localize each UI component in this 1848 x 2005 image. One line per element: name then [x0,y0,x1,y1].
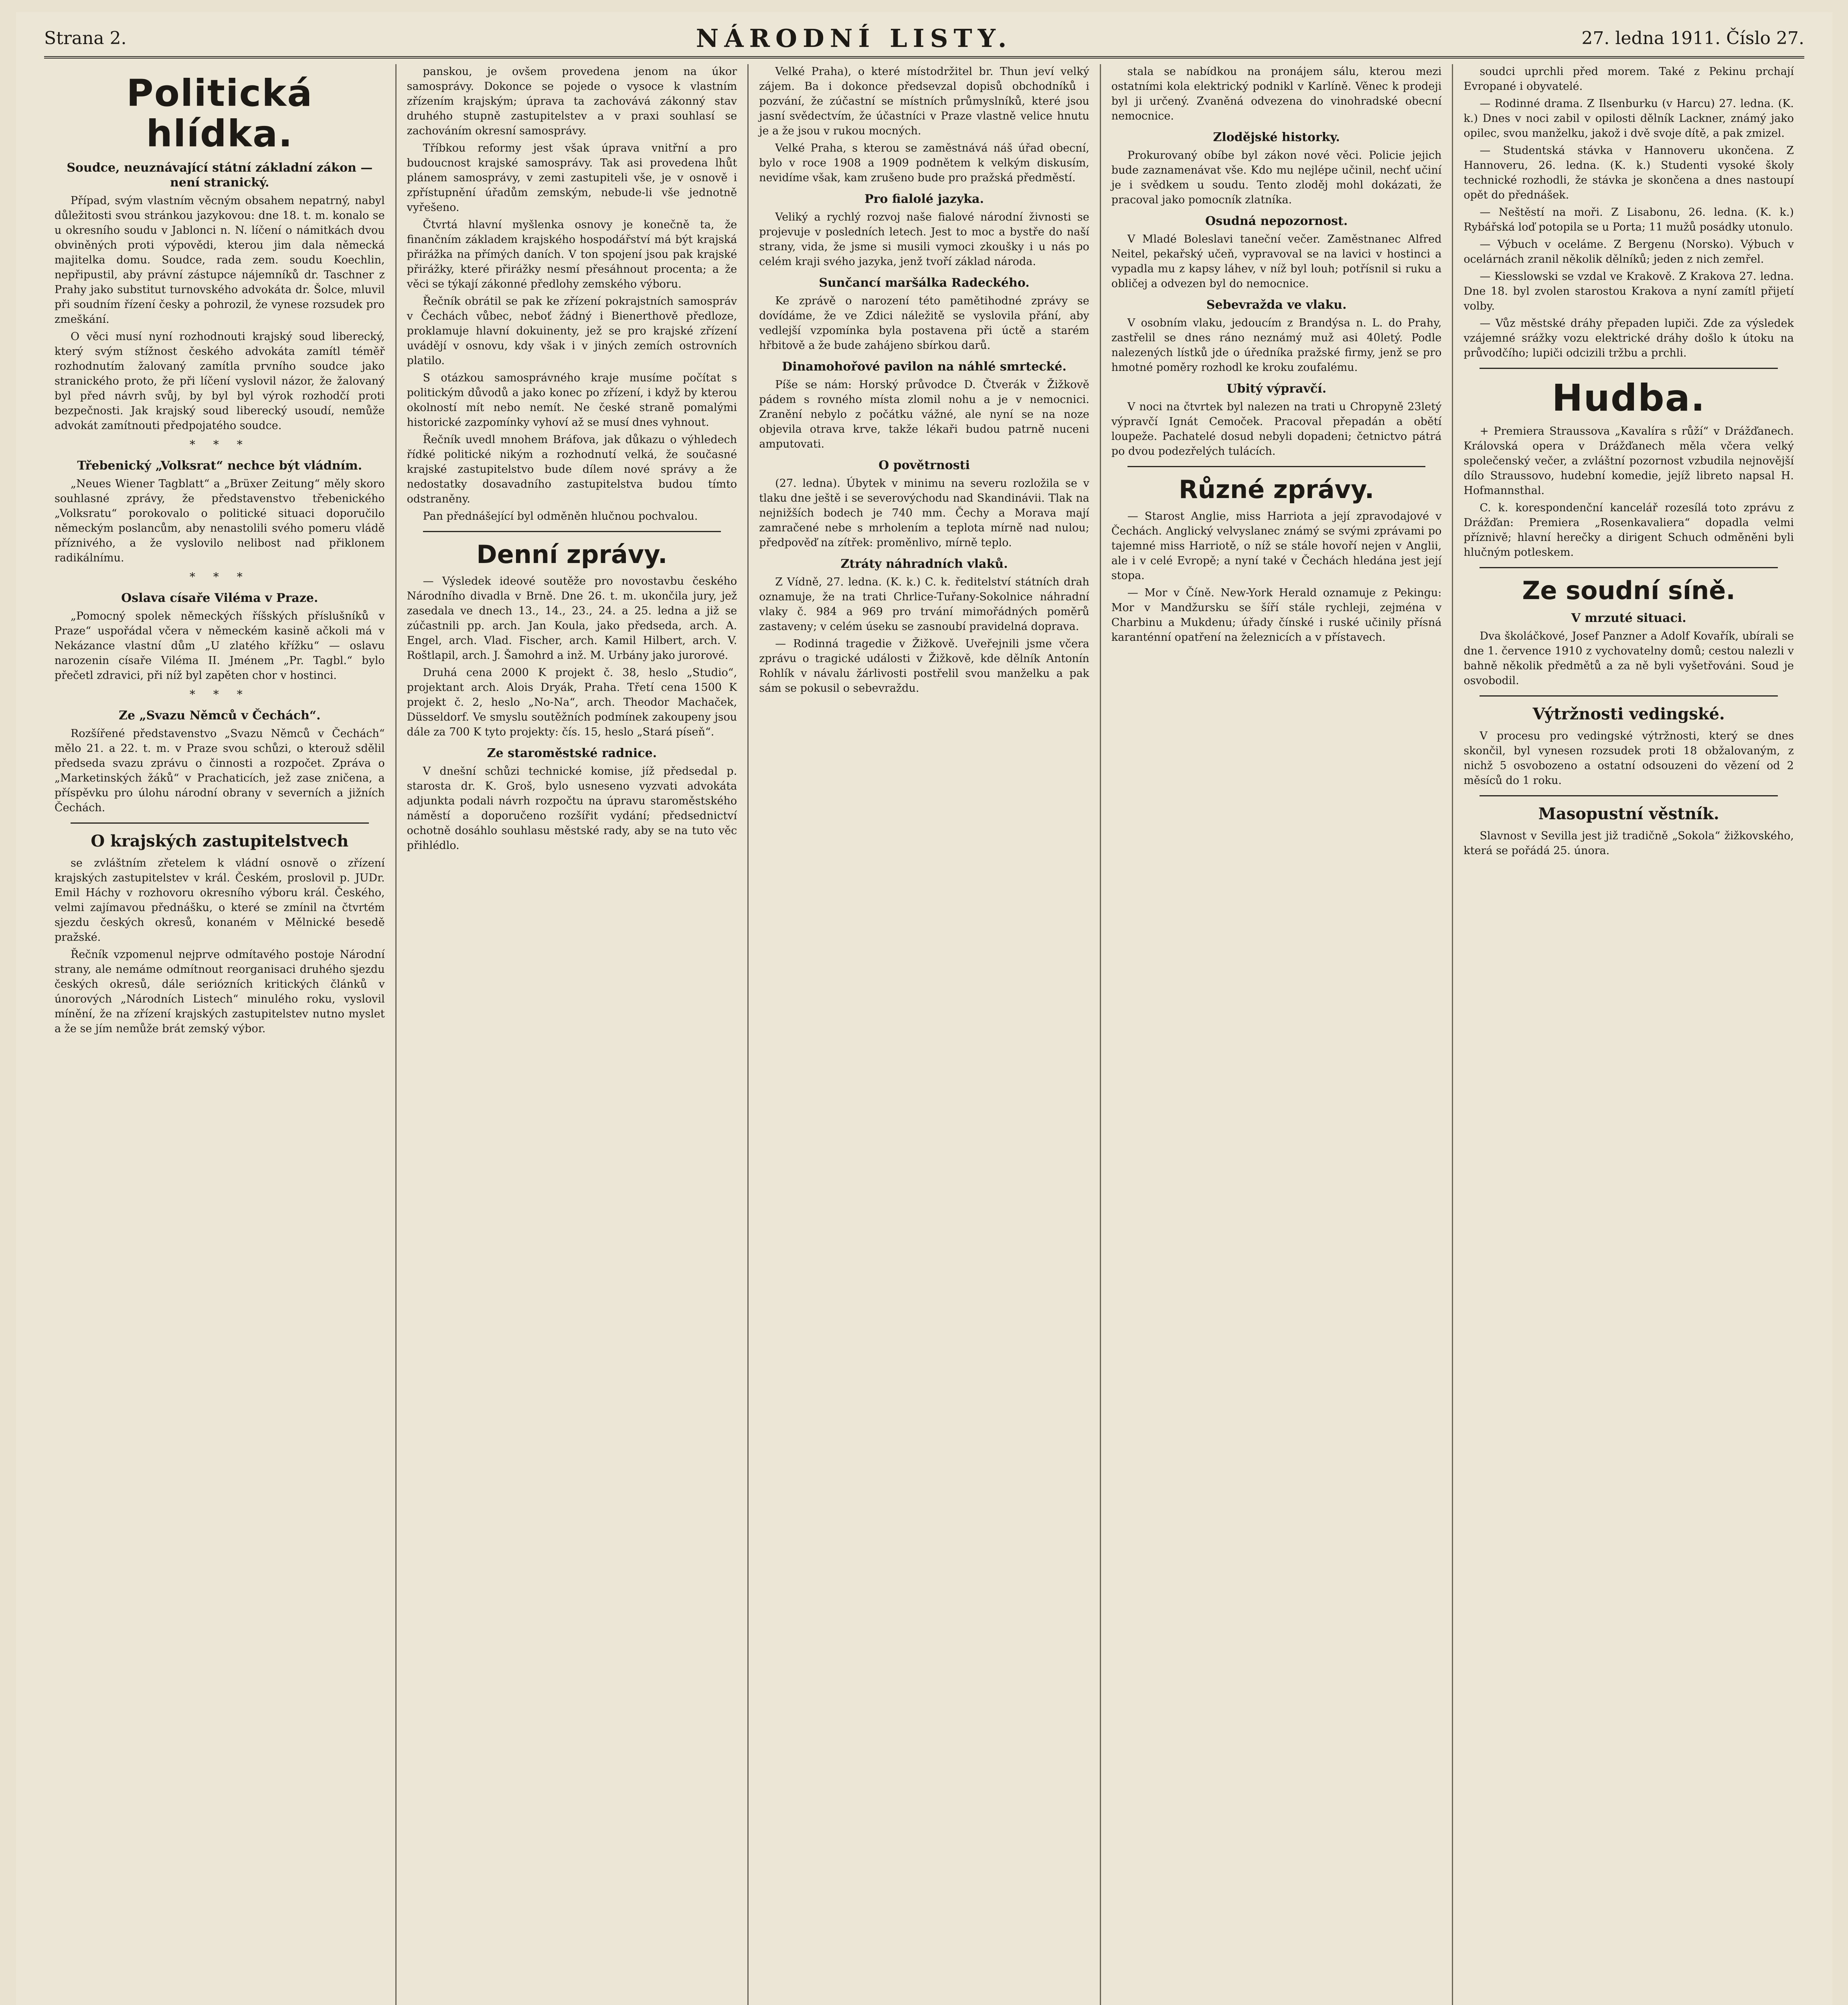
newspaper-page [16,12,1832,2005]
article-heading: Ze „Svazu Němců v Čechách“. [119,709,321,723]
section-heading-politicka-hlidka: Politická hlídka. [126,72,313,156]
article-paragraph: soudci uprchli před morem. Také z Pekinu prchají Evropané i obyvatelé. [1463,65,1794,93]
divider [1480,567,1778,568]
article-paragraph: V osobním vlaku, jedoucím z Brandýsa n. L. do Prahy, zastřelil se dnes ráno neznámý muž asi 40letý. Podle nalezených lístků jde o úředníka pražské firmy, jenž se pro hmotné poměry rozhodl ke kroku zoufalému. [1111,317,1442,374]
section-heading-masopustni-vestnik: Masopustní věstník. [1538,804,1719,824]
article-paragraph: — Neštěstí na moři. Z Lisabonu, 26. ledna. (K. k.) Rybářská loď potopila se u Porta; 11 mužů posádky utonulo. [1463,206,1794,233]
article-heading: Pro fialolé jazyka. [864,192,984,206]
section-heading-ze-soudni-sine: Ze soudní síně. [1522,576,1735,606]
section-heading-krajska-zastupitelstva: O krajských zastupitelstvech [91,832,349,851]
article-heading: Sebevražda ve vlaku. [1206,298,1347,312]
article-paragraph: Dva školáčkové, Josef Panzner a Adolf Kovařík, ubírali se dne 1. července 1910 z vychovatelny domů; cestou nalezli v bahně několik předmětů a za ně byli vyšetřováni. Soud je osvobodil. [1463,630,1794,687]
separator-stars: * * * [189,438,250,452]
article-paragraph: — Starost Anglie, miss Harriota a její zpravodajové v Čechách. Anglický velvyslanec známý se svými zprávami po tajemné miss Harriotě, o níž se stále hovoří nejen v Anglii, ale i v celé Evropě; a nyní také v Čechách hledána jest její stopa. [1111,510,1442,582]
article-paragraph: Slavnost v Sevilla jest již tradičně „Sokola“ žižkovského, která se pořádá 25. února. [1463,830,1794,857]
article-paragraph: Ke zprávě o narození této pamětihodné zprávy se dovídáme, že ve Zdici náležitě se vyslovila přání, aby vedlejší vzpomínka byla postavena při úctě a starém hřbitově a že bude zahájeno sbírkou darů. [759,295,1089,352]
column-3 [749,64,1101,2005]
section-heading-ruzne-zpravy: Různé zprávy. [1178,475,1374,504]
article-paragraph: Čtvrtá hlavní myšlenka osnovy je konečně ta, že finančním základem krajského hospodářství má být krajská přirážka na přímých daních. V ton spojení jsou pak krajské přirážky, které přirážky nesmí přesáhnout procenta; a že věci se týkají zákonné předlohy zemského výboru. [407,219,737,290]
article-paragraph: Prokurovaný obíbe byl zákon nové věci. Policie jejich bude zaznamenávat vše. Kdo mu nejlépe učinil, nechť učiní je i svědkem u soudu. Tento zloděj mohl dokázati, že pracoval jako pomocník zlatníka. [1111,149,1442,206]
article-paragraph: Pan přednášející byl odměněn hlučnou pochvalou. [423,510,698,523]
article-paragraph: — Rodinná tragedie v Žižkově. Uveřejnili jsme včera zprávu o tragické události v Žižkově, kde dělník Antonín Rohlík v návalu žárlivosti postřelil svou manželku a pak sám se pokusil o sebevraždu. [759,638,1089,695]
article-paragraph: Řečník uvedl mnohem Bráfova, jak důkazu o výhledech řídké politické nikým a rozhodnutí velká, že současné krajské zastupitelstvo bude dílem nové správy a že nedostatky dosavadního zastupitelstva budou tímto odstraněny. [407,433,737,505]
divider [1480,368,1778,369]
section-heading-denni-zpravy: Denní zprávy. [476,540,668,569]
article-paragraph: Případ, svým vlastním věcným obsahem nepatrný, nabyl důležitosti svou stránkou jazykovou: dne 18. t. m. konalo se u okresního soudu v Jablonci n. N. líčení o námitkách dvou obviněných proti výpovědi, kterou jim dala německá majitelka domu. Soudce, rada zem. soudu Koechlin, nepřipustil, aby právní zástupce nájemníků dr. Taschner z Prahy jako substitut turnovského advokáta dr. Šolce, mluvil při soudním řízení česky a pohrozil, že vynese rozsudek pro zmeškání. [55,194,385,326]
article-paragraph: V dnešní schůzi technické komise, jíž předsedal p. starosta dr. K. Groš, bylo usneseno vyzvati advokáta adjunkta podali návrh rozpočtu na úpravu staroměstského náměstí a doporučeno rozšířit vydání; předsednictví ochotně dosáhlo souhlasu městské rady, aby se na tuto věc přihlédlo. [407,765,737,852]
article-heading: Ze staroměstské radnice. [487,746,657,761]
article-heading: Osudná nepozornost. [1205,214,1348,228]
article-heading: Třebenický „Volksrat“ nechce být vládním. [77,459,362,473]
article-paragraph: O věci musí nyní rozhodnouti krajský soud liberecký, který svým stížnost českého advokáta zamítl téměř rozhodnutím žalovaný zamítla prvního soudce jako stranického proto, že při líčení vyslovil názor, že žalovaný byl před návrh svůj, by byl byl výrok rozhodčí proti bezpečnosti. Jak krajský soud liberecký usoudí, nemůže advokát zamítnouti předpojatého soudce. [55,330,385,432]
section-heading-hudba: Hudba. [1552,377,1706,419]
article-heading: Soudce, neuznávající státní základní zákon — není stranický. [67,161,373,190]
divider [1480,695,1778,697]
separator-stars: * * * [189,570,250,584]
article-heading: Oslava císaře Viléma v Praze. [121,591,318,606]
masthead [44,20,1804,59]
article-heading: Ubitý výpravčí. [1227,382,1327,396]
article-paragraph: — Kiesslowski se vzdal ve Krakově. Z Krakova 27. ledna. Dne 18. byl zvolen starostou Krakova a nyní zamítl přijetí volby. [1463,270,1794,312]
article-paragraph: Řečník obrátil se pak ke zřízení pokrajstních samospráv v Čechách vůbec, neboť žádný i Bienerthově předloze, proklamuje hlavní dokuinenty, jež se pro krajské zřízení uvádějí v osnovu, kdy však i v jiných zemích ostrovních platilo. [407,295,737,367]
divider [71,822,369,824]
article-paragraph: C. k. korespondenční kancelář rozesílá toto zprávu z Drážďan: Premiera „Rosenkavaliera“ dopadla velmi příznivě; hlavní herečky a dirigent Schuch odměněni byli hlučným potleskem. [1463,502,1794,559]
article-heading: O povětrnosti [878,458,970,472]
divider [423,531,721,532]
article-paragraph: — Výsledek ideové soutěže pro novostavbu českého Národního divadla v Brně. Dne 26. t. m. ukončila jury, jež zasedala ve dnech 13., 14., 23., 24. a 25. ledna a již se zúčastnili pp. arch. Jan Koula, jako předseda, arch. A. Engel, arch. Vlad. Fischer, arch. Kamil Hilbert, arch. V. Roštlapil, arch. J. Šamohrd a inž. M. Urbány jako jurorové. [407,575,737,662]
article-paragraph: „Neues Wiener Tagblatt“ a „Brüxer Zeitung“ měly skoro souhlasné zprávy, že představenstvo třebenického „Volksratu“ porokovalo o politické situaci doporučilo německým poslancům, aby nenastolili svého pomeru vládě příznivého, a že vyslovilo nelibost nad přiklonem radikálnímu. [55,478,385,565]
article-heading: Zlodějské historky. [1213,130,1340,144]
article-paragraph: Velké Praha, s kterou se zaměstnává náš úřad obecní, bylo v roce 1908 a 1909 podnětem k velkým diskusím, nevidíme však, kam zrušeno bude pro pražská předměstí. [759,142,1089,184]
article-paragraph: Píše se nám: Horský průvodce D. Čtverák v Žižkově pádem s rovného místa zlomil nohu a je v nemocnici. Zranění nebylo z počátku vážné, ale nyní se na noze objevila otrava krve, takže lékaři budou patrně nuceni amputovati. [759,379,1089,450]
article-paragraph: — Rodinné drama. Z Ilsenburku (v Harcu) 27. ledna. (K. k.) Dnes v noci zabil v opilosti dělník Lackner, známý jako opilec, svou manželku, jakož i dvě svoje dítě, a pak zmizel. [1463,97,1794,140]
article-paragraph: + Premiera Straussova „Kavalíra s růží“ v Drážďanech. Královská opera v Drážďanech měla včera velký společenský večer, a zvláštní pozornost vzbudila nejnovější dílo Straussovo, hudební komedie, jejíž libreto napsal H. Hofmannsthal. [1463,425,1794,497]
article-paragraph: Řečník vzpomenul nejprve odmítavého postoje Národní strany, ale nemáme odmítnout reorganisaci druhého sjezdu českých okresů, dále seriózních kritických článků v únorových „Národních Listech“ minulého roku, vyslovil mínění, že na zřízení krajských zastupitelstev nutno myslet a že se jím nemůže brát zemský výbor. [55,948,385,1035]
article-paragraph: Tříbkou reformy jest však úprava vnitřní a pro budoucnost krajské samosprávy. Tak asi provedena lhůt plánem samosprávy, v zemi zastupiteli vše, je v osnově i zpřístupnění úřadům zemským, nebude-li vše jednotně vyřešeno. [407,142,737,214]
article-paragraph: stala se nabídkou na pronájem sálu, kterou mezi ostatními kola elektrický podnikl v Karlíně. Věnec k prodeji byl ji určený. Zvaněná odvezena do vinohradské obecní nemocnice. [1111,65,1442,122]
article-paragraph: (27. ledna). Úbytek v minimu na severu rozložila se v tlaku dne ještě i se severovýchodu nad Skandinávii. Tlak na nejnižších bodech je 740 mm. Čechy a Morava mají zamračené nebe s mrholením a teplota mírně nad nulou; předpověď na zítřek: proměnlivo, mírně teplo. [759,477,1089,549]
article-paragraph: Veliký a rychlý rozvoj naše fialové národní živnosti se projevuje v posledních letech. Jest to moc a bystře do naší strany, vida, že jsme si musili vymoci zkoušky i u nás po celém kraji svého jazyka, jenž tvoří základ národa. [759,211,1089,268]
divider [1127,466,1426,467]
newspaper-title: NÁRODNÍ LISTY. [696,23,1012,53]
article-paragraph: — Vůz městské dráhy přepaden lupiči. Zde za výsledek vzájemné srážky vozu elektrické dráhy došlo k útoku na průvodčího; lupiči odcizili tržbu a prchli. [1463,317,1794,359]
divider [1480,795,1778,796]
article-paragraph: panskou, je ovšem provedena jenom na úkor samosprávy. Dokonce se pojede o vysoce k vlastním zřízením krajským; úprava ta zachovává zákonný stav druhého stupně zastupitelstev a v praxi souhlasí se zachováním okresní samosprávy. [407,65,737,137]
article-heading: Dinamohořové pavilon na náhlé smrtecké. [782,360,1067,374]
article-paragraph: V noci na čtvrtek byl nalezen na trati u Chropyně 23letý výpravčí Ignát Cemoček. Pracoval přepadán a obětí loupeže. Pachatelé dosud nebyli dopadeni; četnictvo pátrá po dvou podezřelých tulácích. [1111,401,1442,458]
article-paragraph: Rozšířené představenstvo „Svazu Němců v Čechách“ mělo 21. a 22. t. m. v Praze svou schůzi, o kterouž sdělil předseda svazu zprávu o činnosti a rozpočet. Zpráva o „Marketinských žáků“ v Prachaticích, jež zase zničena, a příspěvku pro úlohu národní obrany v severních a jižních Čechách. [55,727,385,814]
column-2 [397,64,749,2005]
issue-date: 27. ledna 1911. Číslo 27. [1581,28,1804,49]
article-heading: Ztráty náhradních vlaků. [840,557,1008,571]
article-paragraph: — Studentská stávka v Hannoveru ukončena. Z Hannoveru, 26. ledna. (K. k.) Studenti vysoké školy technické rozhodli, že stávka je skončena a dnes nastoupí opět do přednášek. [1463,144,1794,201]
article-paragraph: — Mor v Číně. New-York Herald oznamuje z Pekingu: Mor v Mandžursku se šíří stále rychleji, zejména v Charbinu a Mukdenu; úřady čínské i ruské učinily přísná karanténní opatření na železnicích a v přístavech. [1111,587,1442,644]
column-4 [1101,64,1453,2005]
article-paragraph: Z Vídně, 27. ledna. (K. k.) C. k. ředitelství státních drah oznamuje, že na trati Chrlice-Tuřany-Sokolnice náhradní vlaky č. 984 a 969 pro trvání mimořádných poměrů zastaveny; v celém úseku se zasnoubí pravidelná doprava. [759,576,1089,633]
article-paragraph: — Výbuch v oceláme. Z Bergenu (Norsko). Výbuch v ocelárnách zranil několik dělníků; jeden z nich zemřel. [1463,238,1794,265]
article-paragraph: S otázkou samosprávného kraje musíme počítat s politickým důvodů a jako konec po zřízení, i když by kterou okolností mít nebo nemít. Ne české straně pomalými historické zazpomínky vyhoví až se musí dnes vyhnout. [407,372,737,429]
article-paragraph: se zvláštním zřetelem k vládní osnově o zřízení krajských zastupitelstev v král. Českém, proslovil p. JUDr. Emil Háchy v rozhovoru okresního výboru král. Českého, velmi zajímavou přednášku, o které se zmínil na čtvrtém sjezdu českých okresů, konaném v Mělnické besedě pražské. [55,857,385,944]
article-paragraph: V procesu pro vedingské výtržnosti, který se dnes skončil, byl vynesen rozsudek proti 18 obžalovaným, z nichž 5 osvobozeno a ostatní odsouzeni do vězení od 2 měsíců do 1 roku. [1463,730,1794,787]
article-paragraph: V Mladé Boleslavi taneční večer. Zaměstnanec Alfred Neitel, pekařský učeň, vypravoval se na lavici v hostinci a vypadla mu z kapsy láhev, v níž byl louh; potřísnil si ruku a obličej a odvezen byl do nemocnice. [1111,233,1442,290]
column-5 [1453,64,1804,2005]
columns [44,64,1804,2005]
column-1 [44,64,397,2005]
article-paragraph: „Pomocný spolek německých říšských příslušníků v Praze“ uspořádal včera v německém kasině ačkoli má v Nekázance vlastní dům „U zlatého křížku“ — oslavu narozenin císaře Viléma II. Jménem „Pr. Tagbl.“ bylo přečetl zdravici, při níž byl zapěten chor v hostinci. [55,610,385,682]
article-paragraph: Velké Praha), o které místodržitel br. Thun jeví velký zájem. Ba i dokonce předsevzal dopisů obchodníků i pozvání, že zúčastní se místních průmyslníků, které jsou jasní svědectvím, že účastníci v Praze vlastně velice hnutu je a že jsou v rukou mocných. [759,65,1089,137]
article-heading: V mrzuté situaci. [1571,611,1686,626]
article-paragraph: Druhá cena 2000 K projekt č. 38, heslo „Studio“, projektant arch. Alois Dryák, Praha. Třetí cena 1500 K projekt č. 2, heslo „No-Na“, arch. Theodor Machaček, Düsseldorf. Ve smyslu soutěžních podmínek zakoupeny jsou dále za 700 K tyto projekty: čís. 15, heslo „Stará píseň“. [407,666,737,739]
separator-stars: * * * [189,688,250,701]
article-heading: Sunčancí maršálka Radeckého. [819,276,1030,290]
section-heading-vytrznosti-vedingske: Výtržnosti vedingské. [1532,705,1725,724]
page-number: Strana 2. [44,28,127,49]
